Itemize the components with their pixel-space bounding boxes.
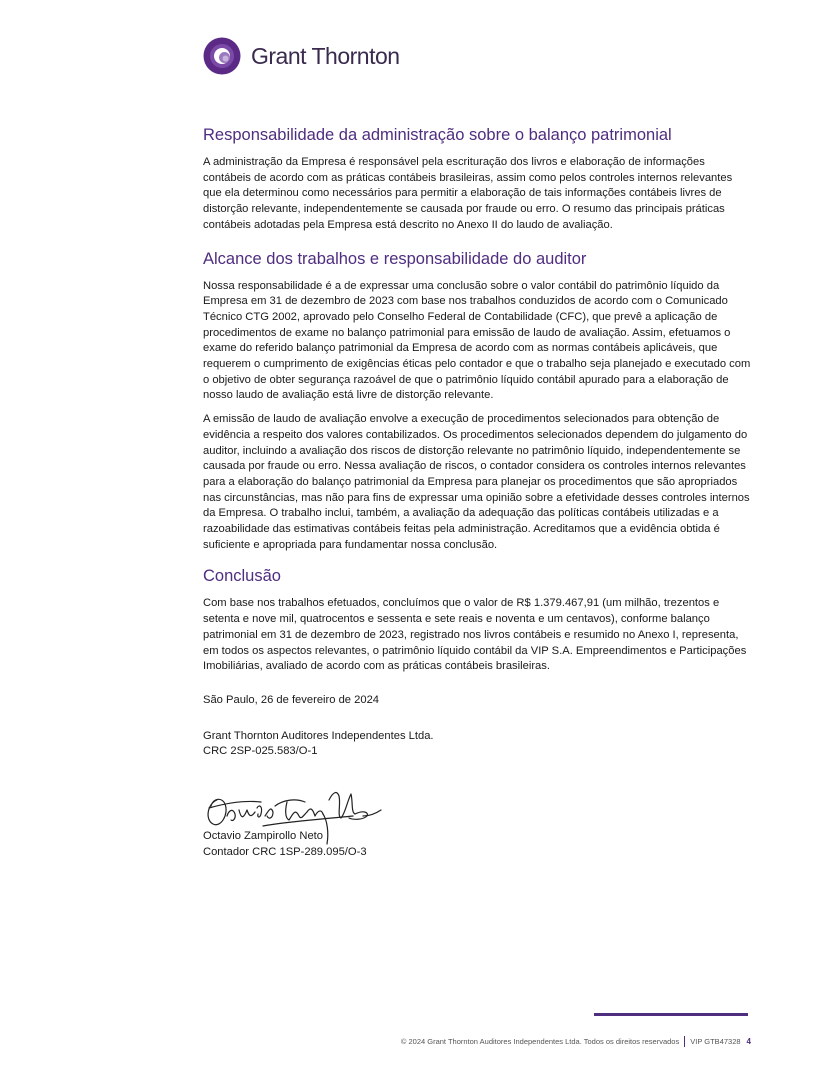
firm-info [203, 729, 751, 760]
paragraph: A emissão de laudo de avaliação envolve a execução de procedimentos selecionados para obtenção de evidência a respeito dos valores contabilizados. Os procedimentos selecionados dependem do julgamento do auditor, incluindo a avaliação dos riscos de distorção relevante no patrimônio líquido, independentemente se causada por fraude ou erro. Nessa avaliação de riscos, o contador considera os controles internos relevantes para a elaboração do balanço patrimonial da Empresa para planejar os procedimentos que são apropriados nas circunstâncias, mas não para fins de expressar uma opinião sobre a efetividade desses controles internos da Empresa. O trabalho inclui, também, a avaliação da adequação das políticas contábeis utilizadas e a razoabilidade das estimativas contábeis feitas pela administração. Acreditamos que a evidência obtida é suficiente e apropriada para fundamentar nossa conclusão. [203, 413, 750, 551]
section-scope-auditor-responsibility [203, 248, 751, 554]
footer-divider [594, 1013, 748, 1016]
paragraph: Com base nos trabalhos efetuados, concluímos que o valor de R$ 1.379.467,91 (um milhão, trezentos e setenta e nove mil, quatrocentos e sessenta e sete reais e noventa e um centavos), conforme balanço patrimonial em 31 de dezembro de 2023, registrado nos livros contábeis e resumido no Anexo I, representa, em todos os aspectos relevantes, o patrimônio líquido contábil da VIP S.A. Empreendimentos e Participações Imobiliárias, avaliado de acordo com as práticas contábeis brasileiras. [203, 597, 747, 673]
document-body [203, 124, 751, 760]
paragraph: Nossa responsabilidade é a de expressar uma conclusão sobre o valor contábil do patrimônio líquido da Empresa em 31 de dezembro de 2023 com base nos trabalhos conduzidos de acordo com o Comunicado Técnico CTG 2002, aprovado pelo Conselho Federal de Contabilidade (CFC), que prevê a aplicação de procedimentos de exame no balanço patrimonial para emissão de laudo de avaliação. Assim, efetuamos o exame do referido balanço patrimonial da Empresa de acordo com as normas contábeis aplicáveis, que requerem o cumprimento de exigências éticas pelo contador e que o trabalho seja planejado e executado com o objetivo de obter segurança razoável de que o patrimônio líquido contábil apurado para a elaboração de nosso laudo de avaliação está livre de distorção relevante. [203, 279, 751, 402]
page-number: 4 [746, 1037, 751, 1046]
firm-name: Grant Thornton Auditores Independentes Ltda. [203, 729, 434, 742]
section-heading: Responsabilidade da administração sobre o balanço patrimonial [203, 126, 672, 144]
footer-copyright: © 2024 Grant Thornton Auditores Independentes Ltda. Todos os direitos reservados [400, 1037, 680, 1046]
paragraph: A administração da Empresa é responsável pela escrituração dos livros e elaboração de informações contábeis de acordo com as práticas contábeis brasileiras, assim como pelos controles internos relevantes que ela determinou como necessários para permitir a elaboração de tais informações contábeis livres de distorção relevante, independentemente se causada por fraude ou erro. O resumo das principais práticas contábeis adotadas pela Empresa está descrito no Anexo II do laudo de avaliação. [203, 156, 733, 231]
section-heading: Alcance dos trabalhos e responsabilidade do auditor [203, 249, 587, 268]
place-date: São Paulo, 26 de fevereiro de 2024 [203, 693, 380, 706]
signer-title: Contador CRC 1SP-289.095/O-3 [203, 845, 367, 858]
section-conclusion [203, 565, 751, 675]
firm-crc: CRC 2SP-025.583/O-1 [203, 745, 318, 758]
brand-name: Grant Thornton [251, 42, 400, 69]
footer-code: VIP GTB47328 [690, 1037, 741, 1046]
signer-name: Octavio Zampirollo Neto [203, 830, 323, 842]
section-management-responsibility [203, 124, 751, 234]
grant-thornton-logo-icon [203, 37, 241, 75]
grant-thornton-logo [203, 36, 400, 76]
section-heading: Conclusão [203, 567, 281, 586]
page-footer [401, 1036, 751, 1047]
signer-info [203, 829, 367, 860]
footer-separator [684, 1036, 685, 1047]
